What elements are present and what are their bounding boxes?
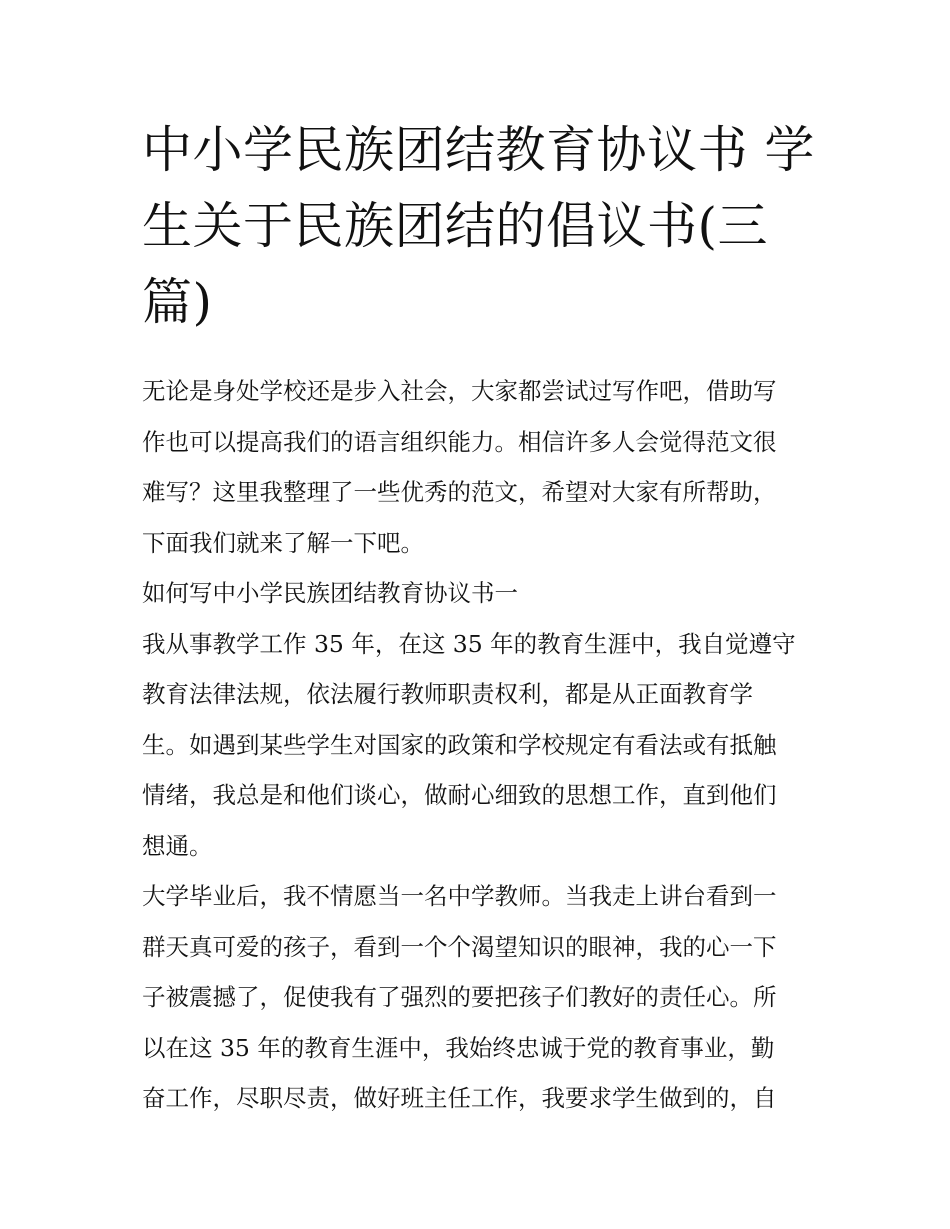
body-line: 想通。 (142, 831, 213, 860)
title-line: 篇) (142, 273, 213, 331)
document-page (142, 112, 814, 1124)
title-line: 中小学民族团结教育协议书 学 (142, 121, 815, 179)
body-line: 下面我们就来了解一下吧。 (142, 528, 424, 557)
body-line: 奋工作，尽职尽责，做好班主任工作，我要求学生做到的，自 (142, 1084, 777, 1112)
section-heading: 如何写中小学民族团结教育协议书一 (142, 579, 518, 607)
body-line: 群天真可爱的孩子，看到一个个渴望知识的眼神，我的心一下 (142, 932, 777, 961)
title-line: 生关于民族团结的倡议书(三 (142, 197, 769, 255)
body-line: 作也可以提高我们的语言组织能力。相信许多人会觉得范文很 (142, 427, 777, 456)
body-line: 生。如遇到某些学生对国家的政策和学校规定有看法或有抵触 (142, 730, 777, 759)
body-line: 以在这 35 年的教育生涯中，我始终忠诚于党的教育事业，勤 (142, 1033, 775, 1062)
body-line: 教育法律法规，依法履行教师职责权利，都是从正面教育学 (142, 680, 753, 708)
body-line: 无论是身处学校还是步入社会，大家都尝试过写作吧，借助写 (142, 377, 777, 405)
body-line: 大学毕业后，我不情愿当一名中学教师。当我走上讲台看到一 (142, 882, 777, 910)
body-line: 我从事教学工作 35 年，在这 35 年的教育生涯中，我自觉遵守 (142, 629, 796, 658)
document-title (142, 112, 814, 340)
document-body (142, 366, 814, 1124)
body-line: 难写？这里我整理了一些优秀的范文，希望对大家有所帮助， (142, 478, 777, 506)
body-line: 情绪，我总是和他们谈心，做耐心细致的思想工作，直到他们 (142, 781, 777, 809)
body-line: 子被震撼了，促使我有了强烈的要把孩子们教好的责任心。所 (142, 983, 777, 1011)
